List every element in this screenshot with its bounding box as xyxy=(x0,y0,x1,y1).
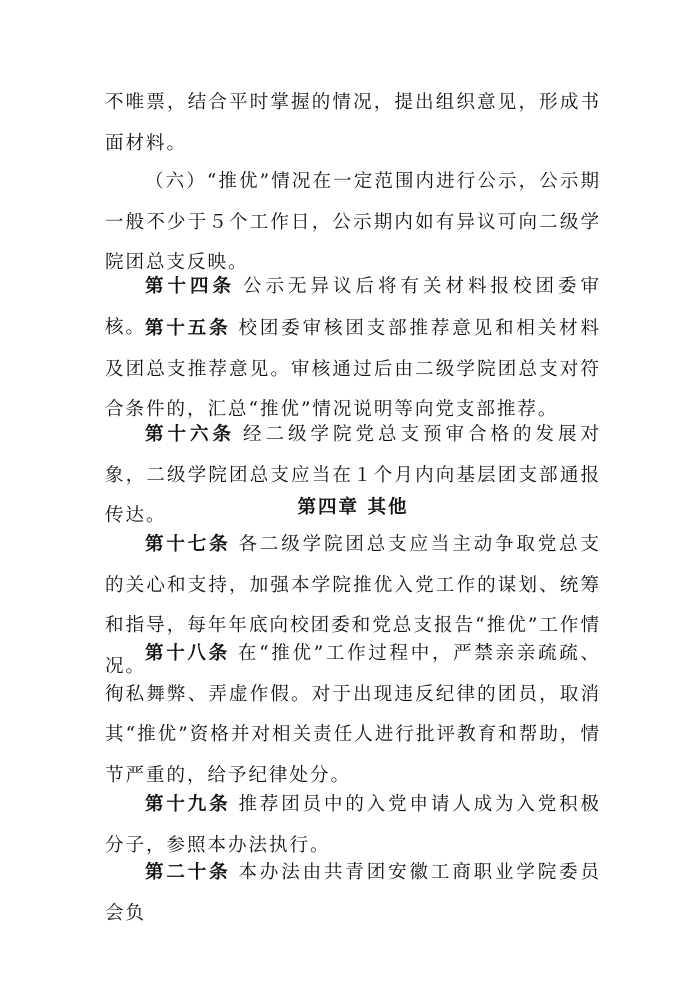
article-label: 第十七条 xyxy=(145,534,231,555)
article-text: 本办法由共青团安徽工商职业学院委员会负 xyxy=(105,862,601,924)
article-text: 校团委审核团支部推荐意见和相关材料及团总支推荐意见。审核通过后由二级学院团总支对符合条件的，汇总“推优”情况说明等向党支部推荐。 xyxy=(105,318,601,420)
article-label: 第十六条 xyxy=(145,424,235,445)
paragraph-text: 不唯票，结合平时掌握的情况，提出组织意见，形成书面材料。 xyxy=(105,92,601,154)
article-label: 第十九条 xyxy=(145,794,231,815)
article-18 xyxy=(105,634,601,796)
paragraph-text: （六）“推优”情况在一定范围内进行公示，公示期一般不少于５个工作日，公示期内如有异议可向二级学院团总支反映。 xyxy=(105,171,601,273)
article-label: 第十四条 xyxy=(145,276,235,297)
article-label: 第二十条 xyxy=(145,862,231,883)
paragraph-continuation xyxy=(105,83,601,164)
article-text: 推荐团员中的入党申请人成为入党积极分子，参照本办法执行。 xyxy=(105,794,601,856)
article-20 xyxy=(105,853,601,934)
article-text: 公示无异议后将有关材料报校团委审核。 xyxy=(105,276,601,338)
article-15 xyxy=(105,309,601,431)
paragraph-item-6 xyxy=(105,162,601,284)
article-text: 各二级学院团总支应当主动争取党总支的关心和支持，加强本学院推优入党工作的谋划、统筹和指导，每年年底向校团委和党总支报告“推优”工作情况。 xyxy=(105,534,601,677)
article-label: 第十八条 xyxy=(145,643,230,664)
article-label: 第十五条 xyxy=(145,318,231,339)
chapter-heading: 第四章 其他 xyxy=(297,497,409,518)
article-text: 经二级学院党总支预审合格的发展对象，二级学院团总支应当在１个月内向基层团支部通报传达。 xyxy=(105,424,601,526)
article-text: 在“推优”工作过程中，严禁亲亲疏疏、徇私舞弊、弄虚作假。对于出现违反纪律的团员，取消其“推优”资格并对相关责任人进行批评教育和帮助，情节严重的，给予纪律处分。 xyxy=(105,643,601,786)
